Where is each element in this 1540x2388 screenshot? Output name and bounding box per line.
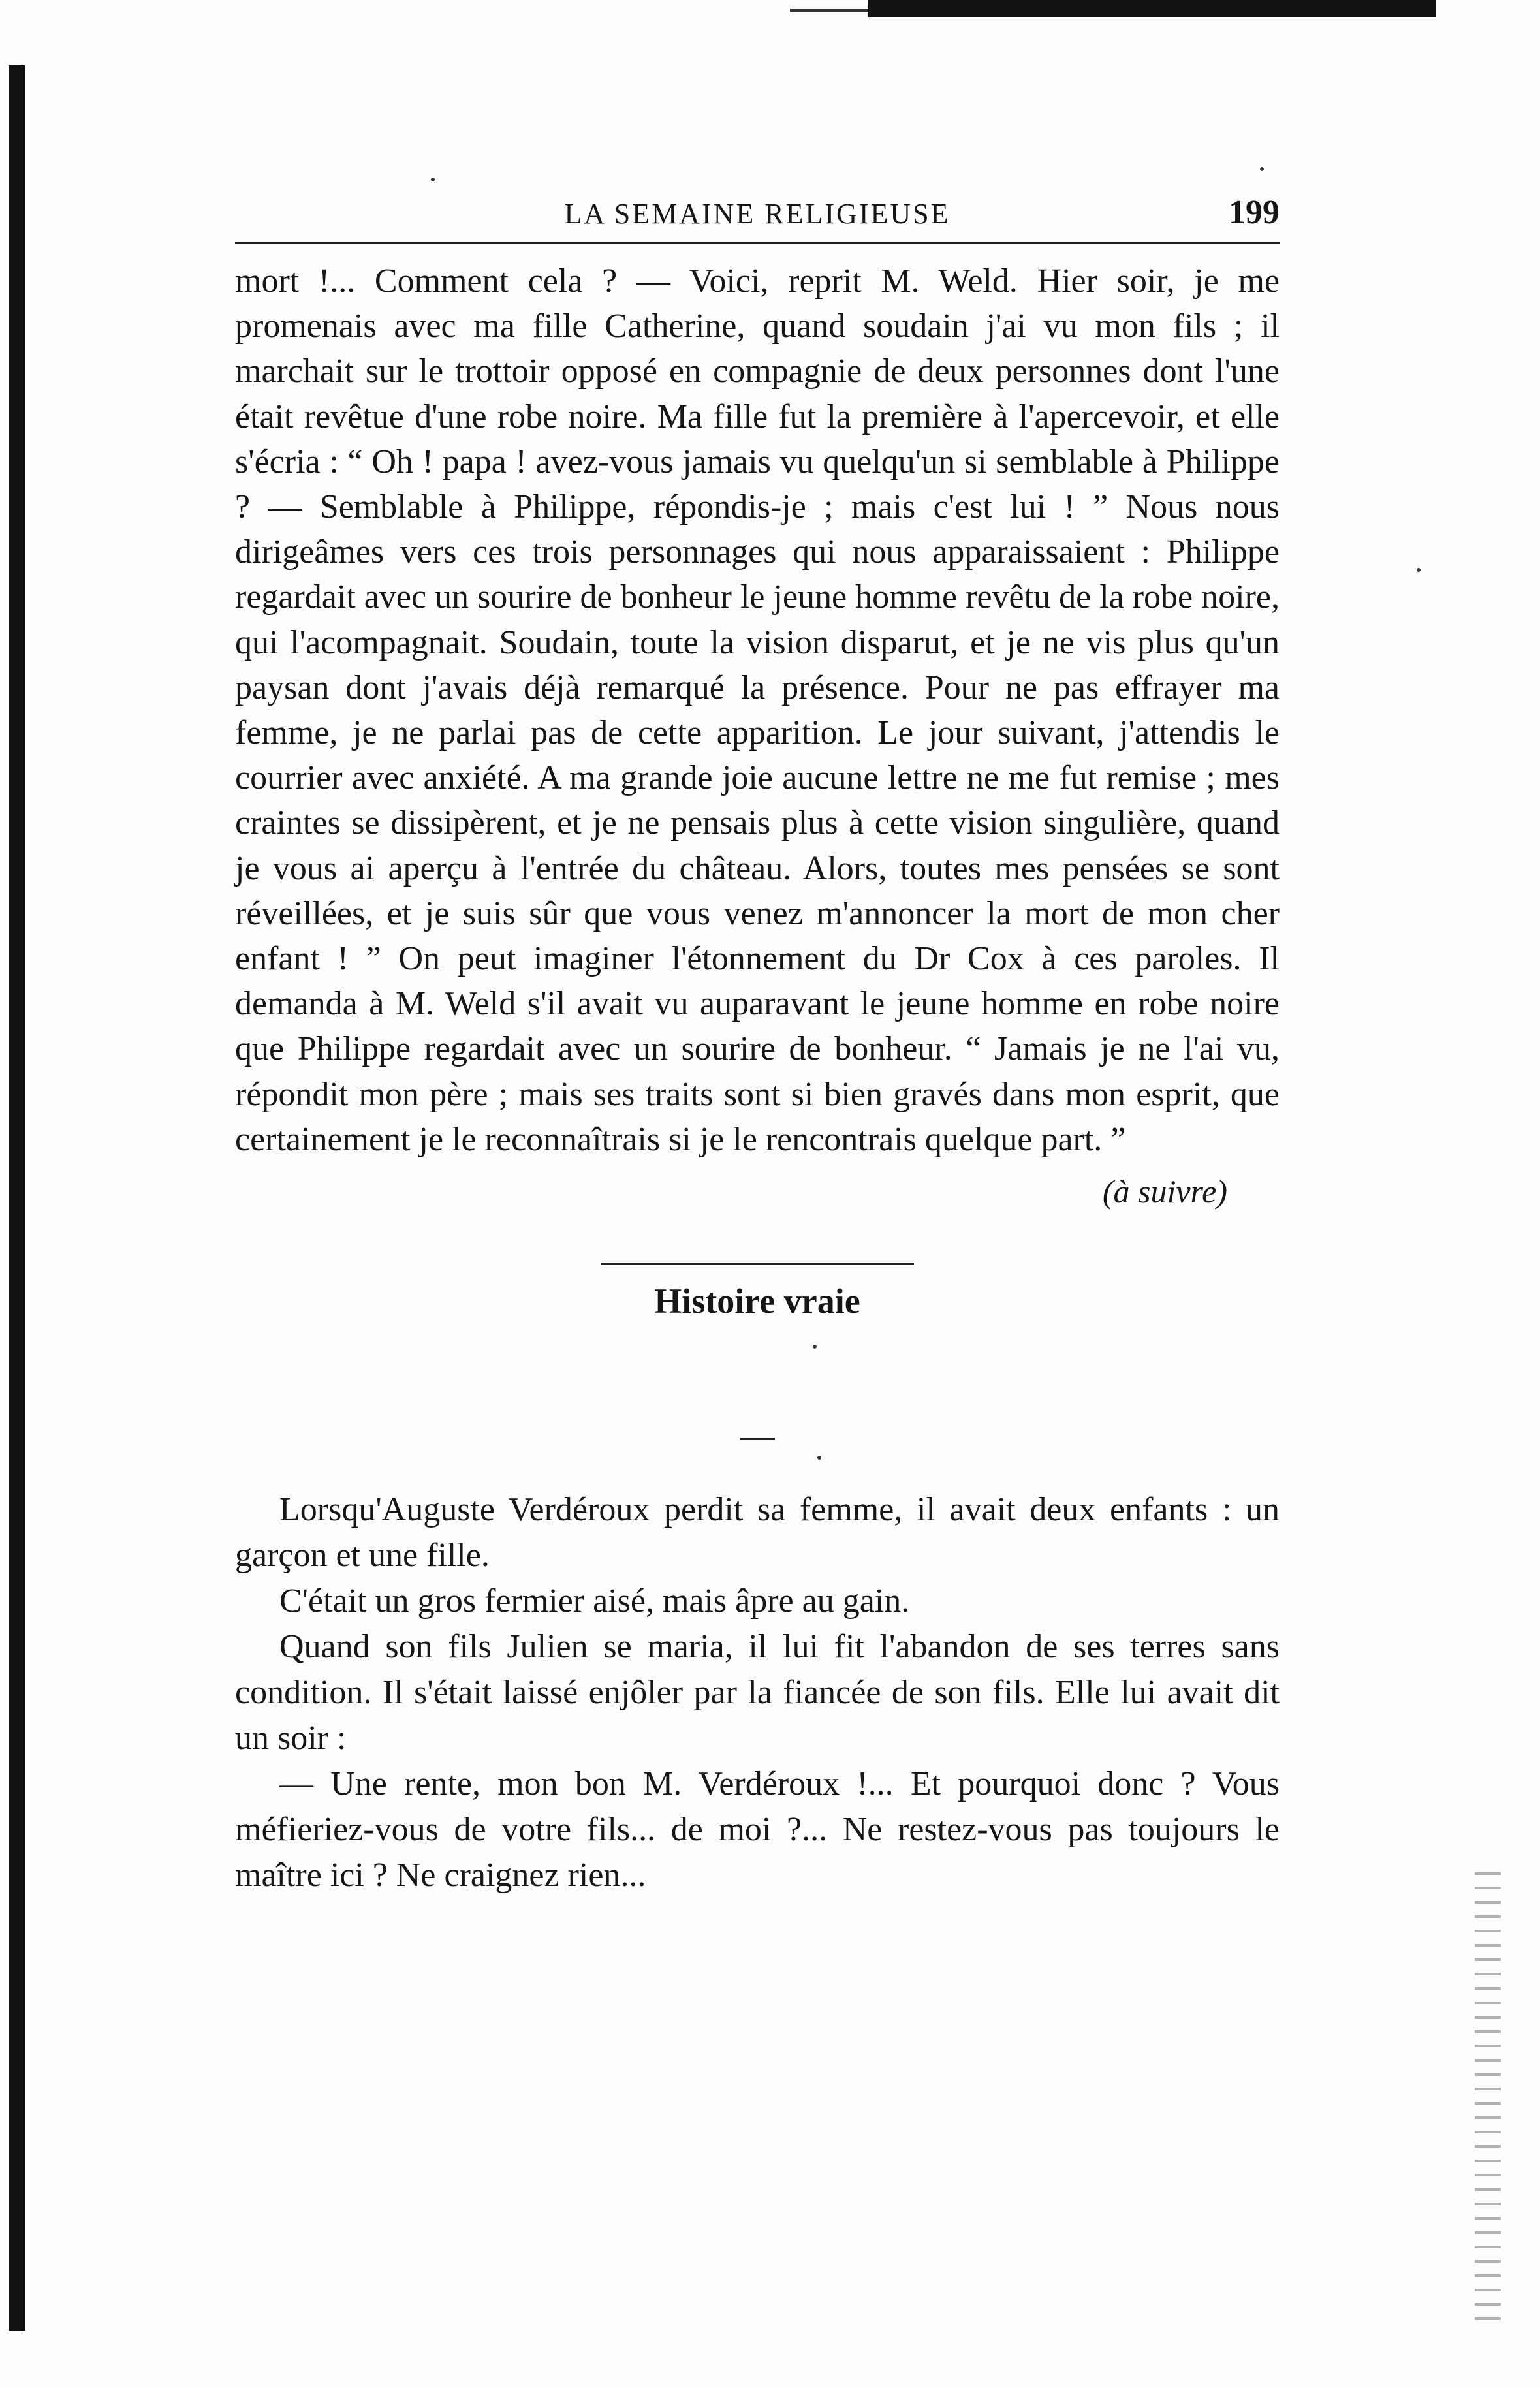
paragraph-1: mort !... Comment cela ? — Voici, reprit M. Weld. Hier soir, je me promenais avec ma fille Catherine, quand soudain j'ai vu mon fils ; il marchait sur le trottoir opposé en compagnie de deux personnes dont l'une était revêtue d'une robe noire. Ma fille fut la première à l'apercevoir, et elle s'écria : “ Oh ! papa ! avez-vous jamais vu quelqu'un si semblable à Philippe ? — Semblable à Philippe, répondis-je ; mais c'est lui ! ” Nous nous dirigeâmes vers ces trois personnages qui nous apparaissaient : Philippe regardait avec un sourire de bonheur le jeune homme revêtu de la robe noire, qui l'acompagnait. Soudain, toute la vision disparut, et je ne vis plus qu'un paysan dont j'avais déjà remarqué la présence. Pour ne pas effrayer ma femme, je ne parlai pas de cette apparition. Le jour suivant, j'attendis le courrier avec anxiété. A ma grande joie aucune lettre ne me fut remise ; mes craintes se dissipèrent, et je ne pensais plus à cette vision singulière, quand je vous ai aperçu à l'entrée du château. Alors, toutes mes pensées se sont réveillées, et je suis sûr que vous venez m'annoncer la mort de mon cher enfant ! ” On peut imaginer l'étonnement du Dr Cox à ces paroles. Il demanda à M. Weld s'il avait vu auparavant le jeune homme en robe noire que Philippe regardait avec un sourire de bonheur. “ Jamais je ne l'ai vu, répondit mon père ; mais ses traits sont si bien gravés dans mon esprit, que certainement je le reconnaîtrais si je le rencontrais quelque part. ”	[235, 262, 1280, 1158]
running-head	[235, 189, 1280, 244]
speck	[817, 1456, 821, 1460]
running-title: LA SEMAINE RELIGIEUSE	[564, 198, 951, 230]
margin-noise	[1475, 1861, 1501, 2331]
story-paragraph: Quand son fils Julien se maria, il lui fit l'abandon de ses terres sans condition. Il s'était laissé enjôler par la fiancée de son fils. Elle lui avait dit un soir :	[235, 1628, 1280, 1757]
speck	[431, 178, 435, 181]
section-title: Histoire vraie	[654, 1281, 860, 1321]
story-text	[235, 1487, 1280, 1898]
page	[235, 189, 1280, 1898]
scan-edge-left	[9, 65, 25, 2331]
short-rule	[740, 1438, 775, 1440]
speck	[813, 1345, 817, 1349]
to-be-continued: (à suivre)	[1102, 1173, 1227, 1210]
scan-rule-top	[868, 0, 1436, 17]
speck	[1417, 568, 1421, 572]
page-number: 199	[1229, 194, 1280, 231]
story-paragraph: C'était un gros fermier aisé, mais âpre au gain.	[279, 1582, 910, 1620]
section-rule	[601, 1263, 914, 1265]
story-paragraph: Lorsqu'Auguste Verdéroux perdit sa femme, il avait deux enfants : un garçon et une fille.	[235, 1491, 1280, 1575]
body-text	[235, 259, 1280, 1162]
story-paragraph: — Une rente, mon bon M. Verdéroux !... Et pourquoi donc ? Vous méfieriez-vous de votre fils... de moi ?... Ne restez-vous pas toujours le maître ici ? Ne craignez rien...	[235, 1765, 1280, 1894]
speck	[1260, 167, 1264, 171]
